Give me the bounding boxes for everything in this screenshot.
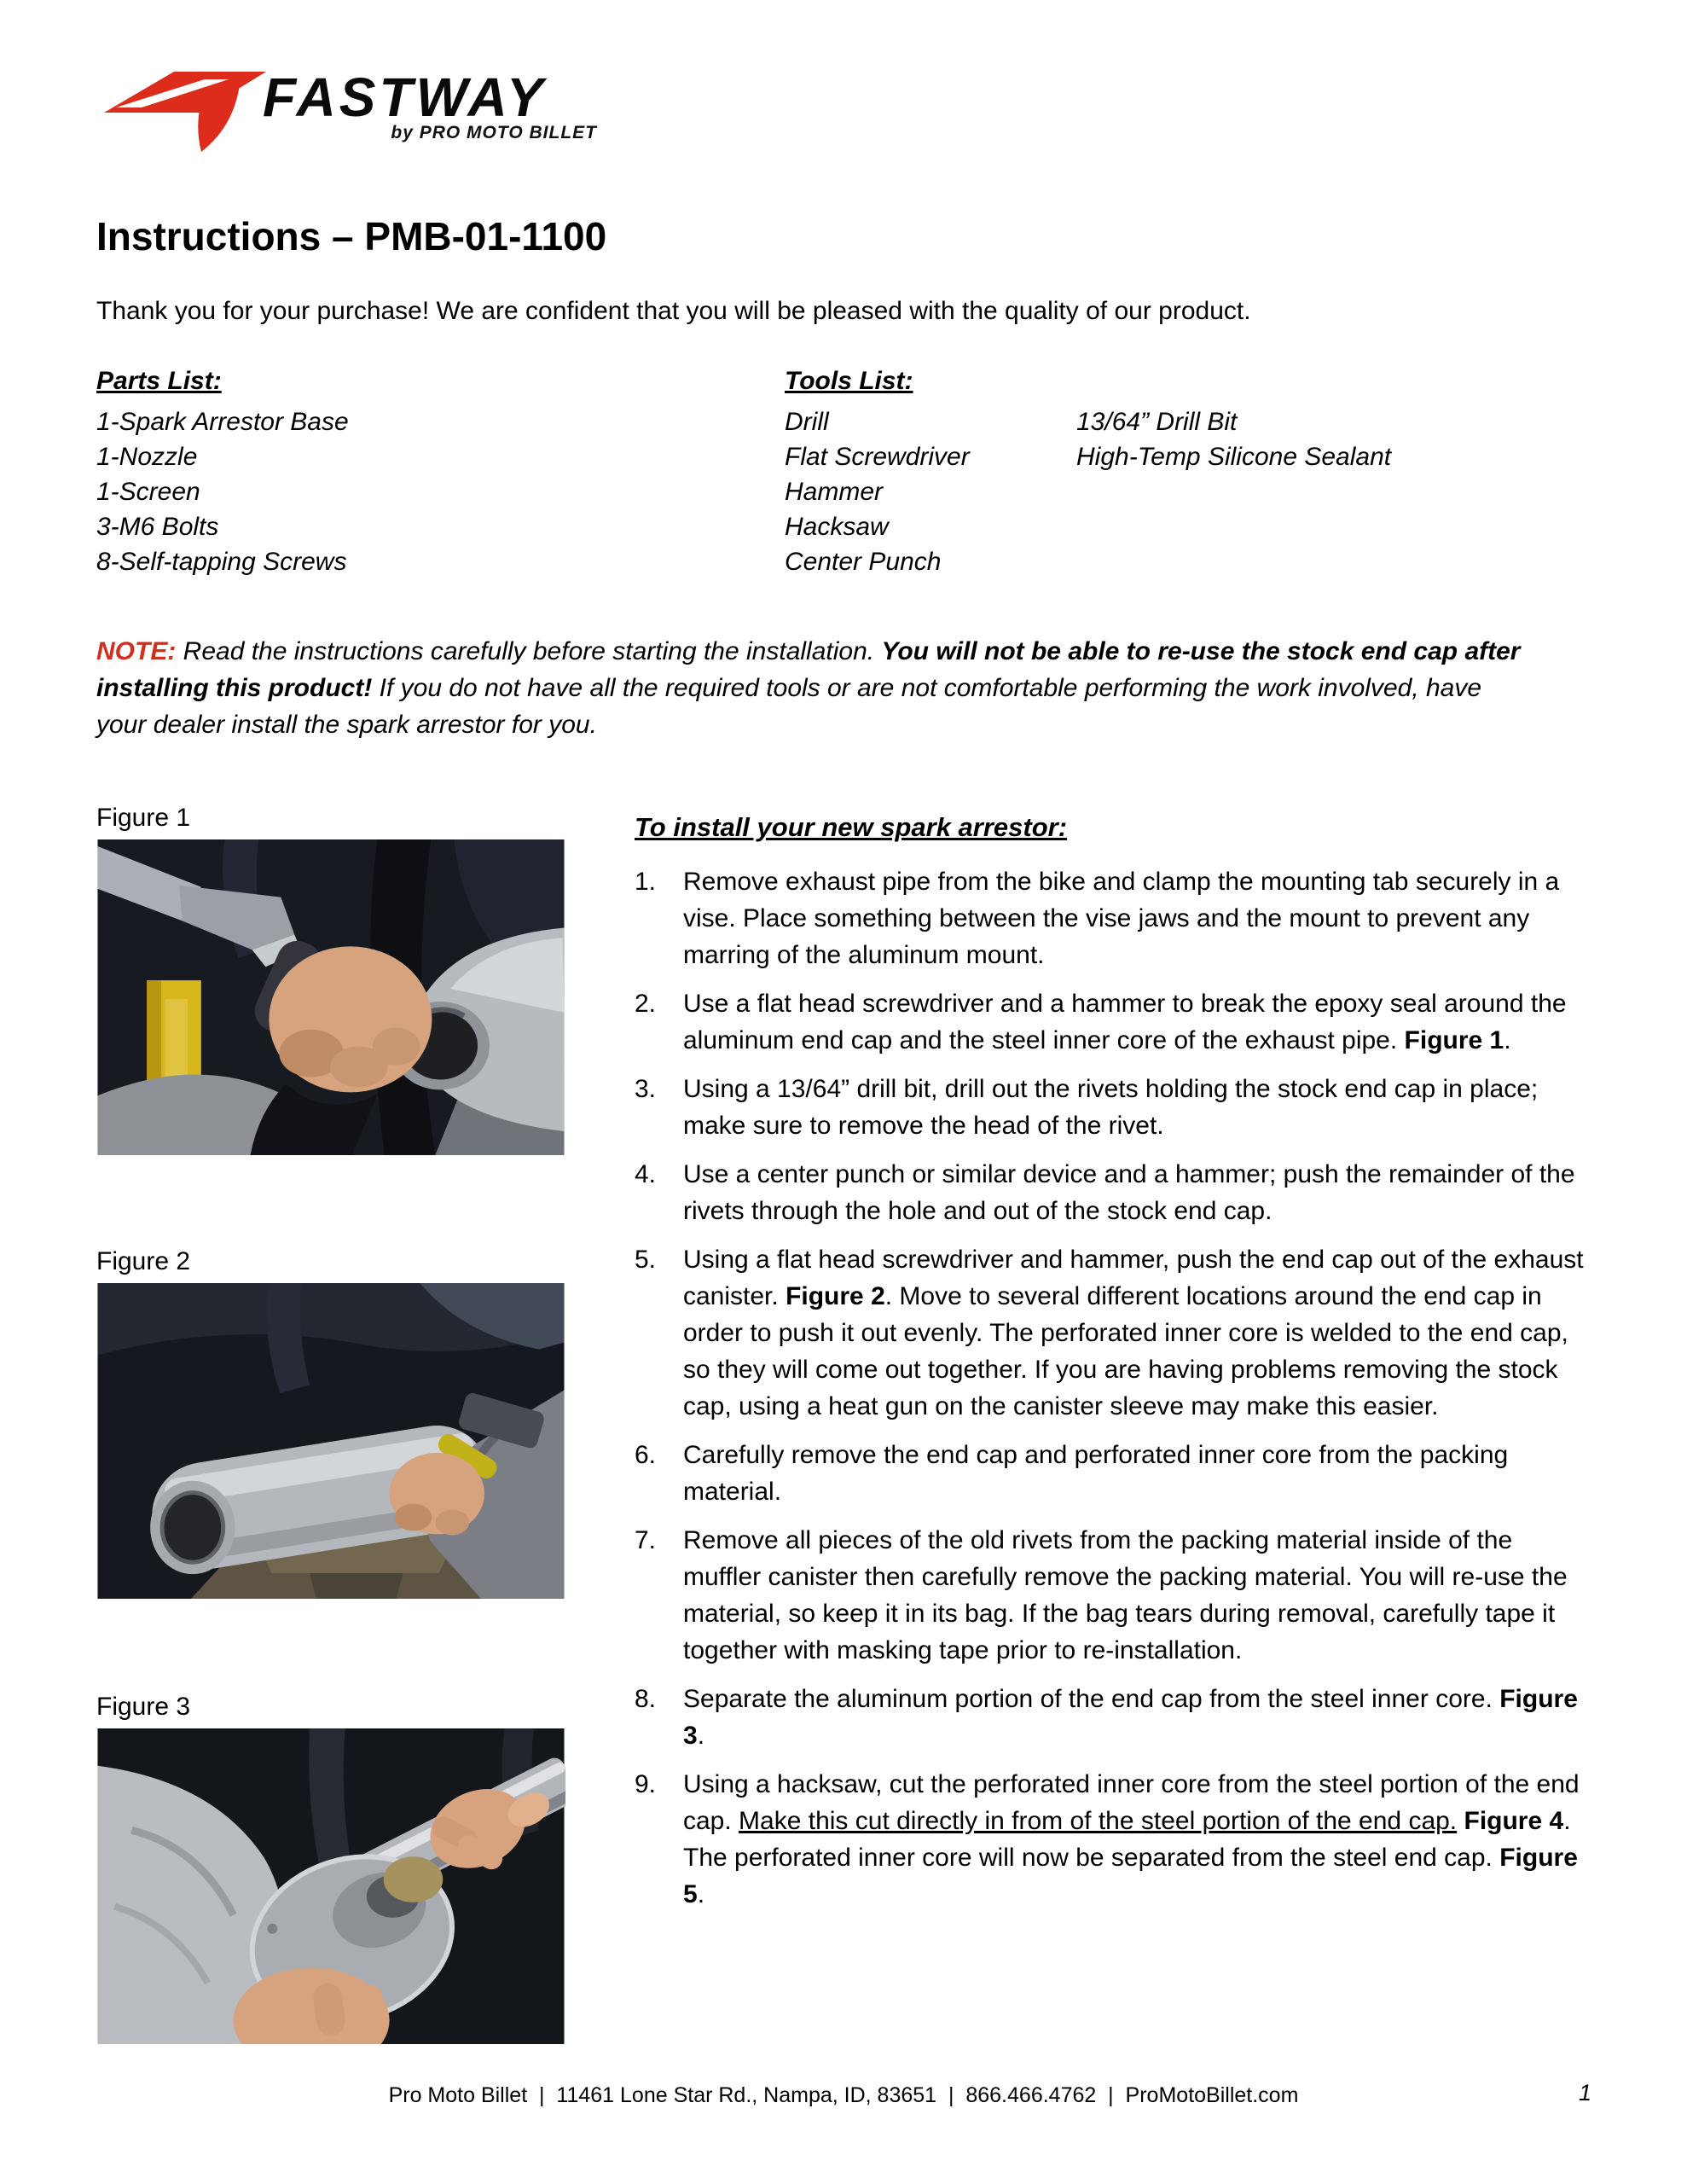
parts-list-heading: Parts List: xyxy=(96,367,222,395)
parts-list-item: 1-Screen xyxy=(96,478,200,506)
install-steps-section xyxy=(635,812,1591,1925)
instruction-step xyxy=(635,1437,1591,1510)
parts-list-item: 1-Nozzle xyxy=(96,443,198,471)
figure-2 xyxy=(96,1247,565,1599)
instruction-step xyxy=(635,1241,1591,1425)
figure-2-label: Figure 2 xyxy=(96,1247,191,1275)
tools-row xyxy=(785,439,1391,474)
tool-name: Flat Screwdriver xyxy=(785,443,970,471)
tool-name: Hammer xyxy=(785,478,884,506)
tool-name: Center Punch xyxy=(785,548,942,576)
parts-list-item: 3-M6 Bolts xyxy=(96,513,219,541)
parts-list-item: 1-Spark Arrestor Base xyxy=(96,408,349,436)
step-number: 9. xyxy=(635,1770,657,1798)
figure-3-photo xyxy=(96,1728,565,2044)
fastway-logo-brand: FASTWAY xyxy=(263,67,547,128)
page-number: 1 xyxy=(1578,2080,1591,2106)
figure-1-label: Figure 1 xyxy=(96,804,191,832)
step-number: 4. xyxy=(635,1160,657,1188)
tool-extra: High-Temp Silicone Sealant xyxy=(1076,443,1392,471)
note-paragraph xyxy=(96,633,1529,743)
tools-row xyxy=(785,544,1391,579)
step-number: 8. xyxy=(635,1685,657,1713)
note-tail-text: If you do not have all the required tools or are not comfortable performing the work involved, have your dealer install the spark arrestor for you. xyxy=(96,674,1482,739)
tool-name: Drill xyxy=(785,408,829,436)
fastway-logo-byline: by PRO MOTO BILLET xyxy=(391,123,597,142)
steps-list xyxy=(635,863,1591,1913)
step-text: Carefully remove the end cap and perforated inner core from the packing material. xyxy=(683,1441,1509,1506)
instruction-step xyxy=(635,1071,1591,1144)
tools-list-block xyxy=(785,367,1391,579)
step-number: 7. xyxy=(635,1526,657,1554)
tools-row xyxy=(785,404,1391,439)
figure-1 xyxy=(96,804,565,1155)
step-text: Use a center punch or similar device and a hammer; push the remainder of the rivets through the hole and out of the stock end cap. xyxy=(683,1160,1575,1225)
figure-3-label: Figure 3 xyxy=(96,1693,191,1721)
parts-list xyxy=(96,404,349,579)
step-text: Use a flat head screwdriver and a hammer to break the epoxy seal around the aluminum end cap and the steel inner core of the exhaust pipe. Figure 1. xyxy=(683,990,1567,1054)
intro-paragraph: Thank you for your purchase! We are confident that you will be pleased with the quality of our product. xyxy=(96,297,1251,325)
figure-1-photo xyxy=(96,839,565,1155)
step-text: Using a 13/64” drill bit, drill out the rivets holding the stock end cap in place; make sure to remove the head of the rivet. xyxy=(683,1075,1539,1140)
instruction-step xyxy=(635,1681,1591,1754)
step-text: Using a hacksaw, cut the perforated inner core from the steel portion of the end cap. Make this cut directly in from of the steel portion of the end cap. Figure 4. The perforated inner core will now be separated from the steel end cap. Figure 5. xyxy=(683,1770,1580,1908)
note-bold-text: You will not be able to re-use the stock end cap after installing this product! xyxy=(96,637,1521,702)
figure-2-photo xyxy=(96,1283,565,1599)
note-label: NOTE: xyxy=(96,637,177,665)
tools-row xyxy=(785,509,1391,544)
canister-open-end xyxy=(150,1481,235,1574)
tool-name: Hacksaw xyxy=(785,513,889,541)
step-number: 3. xyxy=(635,1075,657,1103)
tool-extra: 13/64” Drill Bit xyxy=(1076,408,1238,436)
step-text: Remove exhaust pipe from the bike and clamp the mounting tab securely in a vise. Place something between the vise jaws and the mount to prevent any marring of the aluminum mount. xyxy=(683,868,1560,969)
parts-list-block xyxy=(96,367,349,579)
step-number: 1. xyxy=(635,868,657,896)
instruction-step xyxy=(635,1156,1591,1229)
instruction-step xyxy=(635,1522,1591,1669)
tools-list-heading: Tools List: xyxy=(785,367,913,395)
fastway-logo xyxy=(96,58,641,159)
step-text: Remove all pieces of the old rivets from the packing material inside of the muffler canister then carefully remove the packing material. You will re-use the material, so keep it in its bag. If the bag tears during removal, carefully tape it together with masking tape prior to re-installation. xyxy=(683,1526,1568,1664)
instruction-step xyxy=(635,863,1591,973)
steps-heading: To install your new spark arrestor: xyxy=(635,812,1068,842)
tools-rows xyxy=(785,404,1391,579)
tools-row xyxy=(785,474,1391,509)
step-text: Separate the aluminum portion of the end cap from the steel inner core. Figure 3. xyxy=(683,1685,1578,1750)
footer-contact-line: Pro Moto Billet | 11461 Lone Star Rd., Nampa, ID, 83651 | 866.466.4762 | ProMotoBillet.com xyxy=(388,2083,1299,2107)
page-title: Instructions – PMB-01-1100 xyxy=(96,214,607,258)
step-number: 5. xyxy=(635,1246,657,1274)
instruction-step xyxy=(635,985,1591,1059)
figure-3 xyxy=(96,1693,565,2044)
parts-list-item: 8-Self-tapping Screws xyxy=(96,548,347,576)
step-text: Using a flat head screwdriver and hammer, push the end cap out of the exhaust canister. Figure 2. Move to several different locations around the end cap in order to push it out evenly. The perforated inner core is welded to the end cap, so they will come out together. If you are having problems removing the stock cap, using a heat gun on the canister sleeve may make this easier. xyxy=(683,1246,1584,1420)
note-lead-text: Read the instructions carefully before starting the installation. xyxy=(176,637,882,665)
instruction-step xyxy=(635,1766,1591,1913)
fastway-logo-mark xyxy=(104,72,266,152)
step-number: 6. xyxy=(635,1441,657,1469)
step-number: 2. xyxy=(635,990,657,1018)
